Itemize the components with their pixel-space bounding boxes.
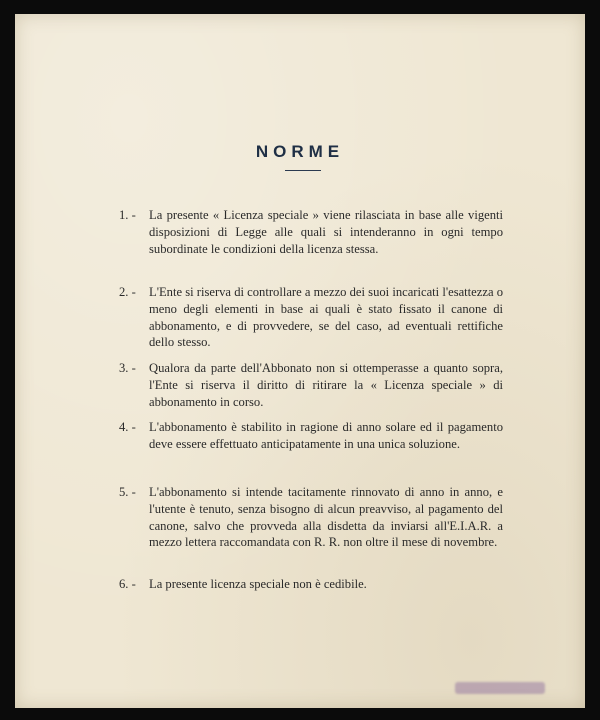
rule-number: 6. -: [119, 577, 136, 591]
rule-item-5: [119, 484, 503, 551]
rule-text: L'abbonamento è stabilito in ragione di anno solare ed il pagamento deve essere effettuato anticipatamente in una unica soluzione.: [149, 420, 503, 451]
rule-text: La presente licenza speciale non è cedibile.: [149, 577, 367, 591]
rule-text: Qualora da parte dell'Abbonato non si ottemperasse a quanto sopra, l'Ente si riserva il diritto di ritirare la « Licenza speciale » di abbonamento in corso.: [149, 361, 503, 409]
ink-stamp-smudge: [455, 682, 545, 694]
rule-number: 4. -: [119, 420, 136, 434]
rule-item-1: [119, 207, 503, 257]
rule-number: 5. -: [119, 485, 136, 499]
rule-number: 2. -: [119, 285, 136, 299]
rule-item-2: [119, 284, 503, 351]
rule-text: La presente « Licenza speciale » viene rilasciata in base alle vigenti disposizioni di Legge alle quali si intenderanno in ogni tempo subordinate le condizioni della licenza stessa.: [149, 208, 503, 256]
rule-item-6: [119, 576, 503, 593]
rule-number: 3. -: [119, 361, 136, 375]
title-underline: [285, 170, 321, 171]
rule-item-4: [119, 419, 503, 453]
rule-text: L'Ente si riserva di controllare a mezzo dei suoi incaricati l'esattezza o meno degli elementi in base ai quali è stato fissato il canone di abbonamento, e di provvedere, se del caso, ad eventuali rettifiche dello stesso.: [149, 285, 503, 350]
rule-item-3: [119, 360, 503, 410]
page-title: NORME: [255, 142, 345, 161]
document-page: [15, 14, 585, 708]
rule-number: 1. -: [119, 208, 136, 222]
rule-text: L'abbonamento si intende tacitamente rinnovato di anno in anno, e l'utente è tenuto, senza bisogno di alcun preavviso, al pagamento del canone, salvo che provveda alla disdetta da inviarsi all'E.I.A.R. a mezzo lettera raccomandata con R. R. non oltre il mese di novembre.: [149, 485, 503, 550]
